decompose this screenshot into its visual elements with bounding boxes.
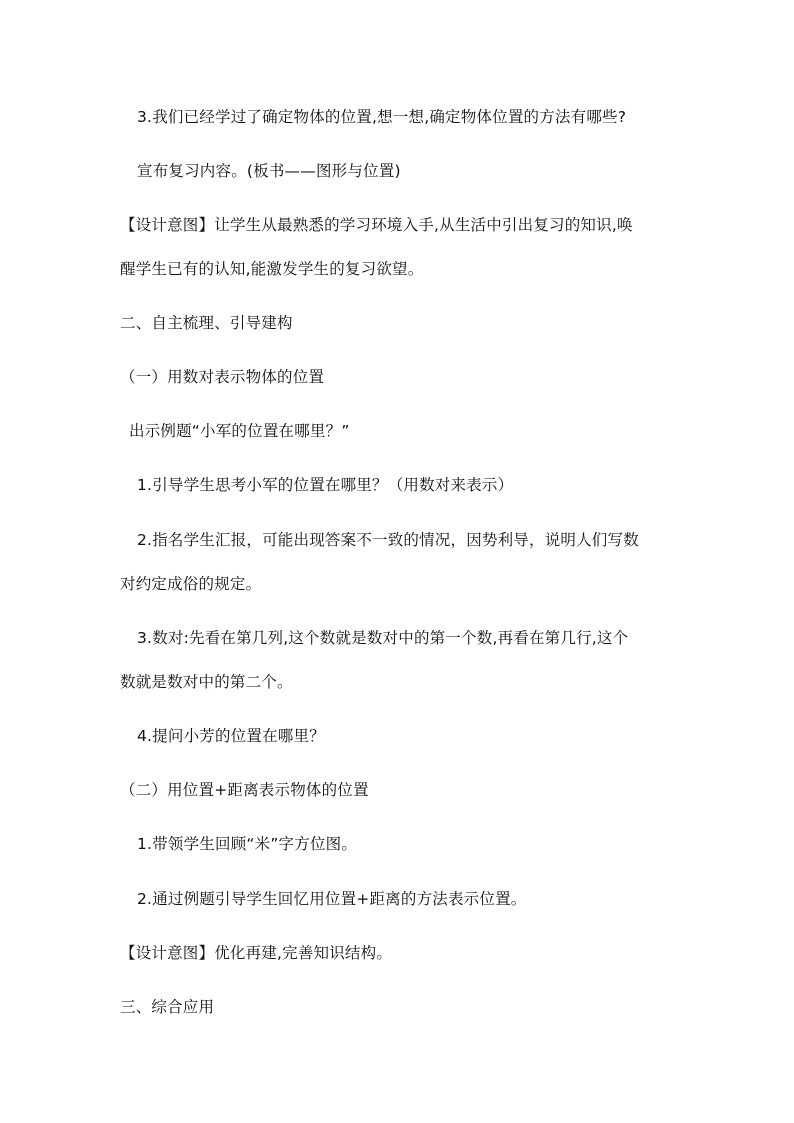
list-item-continuation: 数就是数对中的第二个。 xyxy=(120,673,293,691)
section-heading: 二、自主梳理、引导建构 xyxy=(120,314,293,332)
paragraph-line: 出示例题“小军的位置在哪里？” xyxy=(129,422,350,440)
paragraph-line: 醒学生已有的认知,能激发学生的复习欲望。 xyxy=(120,260,424,278)
section-heading: 三、综合应用 xyxy=(120,998,215,1016)
paragraph-line: 3.我们已经学过了确定物体的位置,想一想,确定物体位置的方法有哪些? xyxy=(137,108,627,126)
list-item: 1.带领学生回顾“米”字方位图。 xyxy=(137,835,358,853)
subsection-heading: （一）用数对表示物体的位置 xyxy=(120,368,325,386)
list-item: 2.指名学生汇报，可能出现答案不一致的情况，因势利导，说明人们写数 xyxy=(137,531,639,549)
paragraph-line: 【设计意图】让学生从最熟悉的学习环境入手,从生活中引出复习的知识,唤 xyxy=(120,216,633,234)
paragraph-line: 【设计意图】优化再建,完善知识结构。 xyxy=(120,944,393,962)
list-item: 3.数对:先看在第几列,这个数就是数对中的第一个数,再看在第几行,这个 xyxy=(137,629,629,647)
list-item-continuation: 对约定成俗的规定。 xyxy=(120,575,262,593)
list-item: 4.提问小芳的位置在哪里？ xyxy=(137,727,325,745)
subsection-heading: （二）用位置+距离表示物体的位置 xyxy=(120,781,369,799)
list-item: 2.通过例题引导学生回忆用位置+距离的方法表示位置。 xyxy=(137,890,527,908)
paragraph-line: 宣布复习内容。(板书——图形与位置) xyxy=(137,162,401,180)
list-item: 1.引导学生思考小军的位置在哪里？（用数对来表示） xyxy=(137,476,514,494)
